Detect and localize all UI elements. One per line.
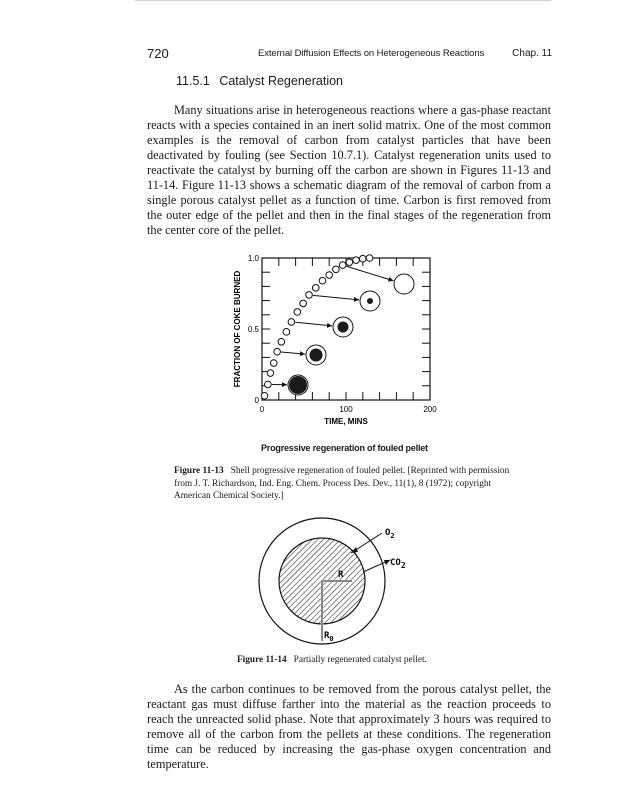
pellet-core	[367, 298, 373, 304]
data-point	[288, 319, 295, 326]
data-point	[300, 300, 307, 307]
pellet-core	[289, 376, 307, 394]
figure-11-13-caption	[174, 465, 519, 503]
figure-11-13-caption-label: Figure 11-13	[174, 466, 224, 476]
section-heading	[176, 74, 343, 88]
data-point	[366, 255, 373, 262]
data-point	[339, 262, 346, 269]
pellet-arrow	[346, 266, 393, 280]
section-title: Catalyst Regeneration	[219, 74, 343, 88]
page-number: 720	[147, 46, 169, 61]
y-tick-label: 0	[254, 396, 259, 405]
pellet-arrow-head	[327, 323, 332, 328]
data-point	[274, 348, 281, 355]
section-number: 11.5.1	[176, 74, 210, 88]
pellet-arrow-head	[282, 382, 287, 387]
x-tick-label: 0	[259, 405, 265, 414]
y-tick-label: 1.0	[247, 254, 259, 263]
co2-label	[390, 558, 406, 570]
figure-11-14-diagram	[240, 515, 440, 650]
radius-r0-label	[324, 631, 334, 643]
pellet-core	[338, 322, 349, 333]
paragraph-2-text: As the carbon continues to be removed from the porous catalyst pellet, the reactant gas must diffuse farther into the material as the reaction proceeds to reach the unreacted solid phase. Note that approximately 3 hours was required to remove all of the carbon from the pellets at these conditions. The regeneration time can be reduced by increasing the gas-phase oxygen concentration and temperature.	[147, 682, 551, 771]
data-point	[278, 338, 285, 345]
data-point	[353, 257, 360, 264]
data-point	[270, 360, 277, 367]
body-paragraph-2	[147, 682, 551, 772]
chapter-label: Chap. 11	[512, 48, 552, 59]
page-header	[147, 48, 552, 62]
o2-label-text: O	[385, 528, 391, 538]
radius-r0-label-text: R	[324, 631, 330, 641]
x-tick-label: 100	[339, 405, 353, 414]
running-title: External Diffusion Effects on Heterogeneous Reactions	[258, 48, 485, 59]
data-point	[261, 392, 268, 399]
y-tick-label: 0.5	[247, 325, 259, 334]
pellet-arrow-head	[300, 351, 305, 356]
data-point	[346, 259, 353, 266]
pellet-shell	[394, 274, 414, 294]
pellet-arrow	[295, 322, 332, 326]
figure-11-13-chart	[230, 250, 460, 430]
data-point	[333, 266, 340, 273]
pellet-arrow	[313, 295, 359, 300]
figure-11-14-caption-label: Figure 11-14	[237, 655, 287, 665]
co2-label-subscript: 2	[400, 561, 406, 570]
data-point	[360, 255, 367, 262]
data-point	[319, 277, 326, 284]
data-point	[265, 381, 272, 388]
data-point	[312, 285, 319, 292]
x-axis-label: TIME, MINS	[324, 417, 368, 426]
body-paragraph-1	[147, 103, 551, 238]
paragraph-1-text: Many situations arise in heterogeneous reactions where a gas-phase reactant reacts with a species contained in an inert solid matrix. One of the most common examples is the removal of carbon from catalyst particles that have been deactivated by fouling (see Section 10.7.1). Catalyst regeneration units used to reactivate the catalyst by burning off the carbon are shown in Figures 11-13 and 11-14. Figure 11-13 shows a schematic diagram of the removal of carbon from a single porous catalyst pellet as a function of time. Carbon is first removed from the outer edge of the pellet and then in the final stages of the regeneration from the center core of the pellet.	[147, 103, 551, 237]
data-point	[326, 272, 333, 279]
figure-11-13-caption-text: Shell progressive regeneration of fouled pellet. [Reprinted with permission from J. T. Richardson, Ind. Eng. Chem. Process Des. Dev., 11(1), 8 (1972); copyright American Chemical Society.]	[174, 466, 510, 502]
y-axis-label: FRACTION OF COKE BURNED	[233, 270, 242, 388]
o2-label	[385, 528, 395, 540]
radius-r-label: R	[338, 570, 344, 580]
x-tick-label: 200	[423, 405, 437, 414]
data-point	[267, 370, 274, 377]
pellet-core	[310, 349, 323, 362]
figure-11-14-caption	[237, 654, 537, 667]
data-point	[294, 309, 301, 316]
radius-r0-label-subscript: 0	[329, 635, 334, 643]
co2-label-text: CO	[390, 558, 401, 568]
o2-label-subscript: 2	[390, 532, 395, 540]
figure-11-14-caption-text: Partially regenerated catalyst pellet.	[293, 655, 427, 665]
figure-11-13-subtitle: Progressive regeneration of fouled pellet	[261, 443, 428, 453]
data-point	[283, 329, 290, 336]
top-rule	[135, 0, 551, 1]
data-point	[306, 292, 313, 299]
